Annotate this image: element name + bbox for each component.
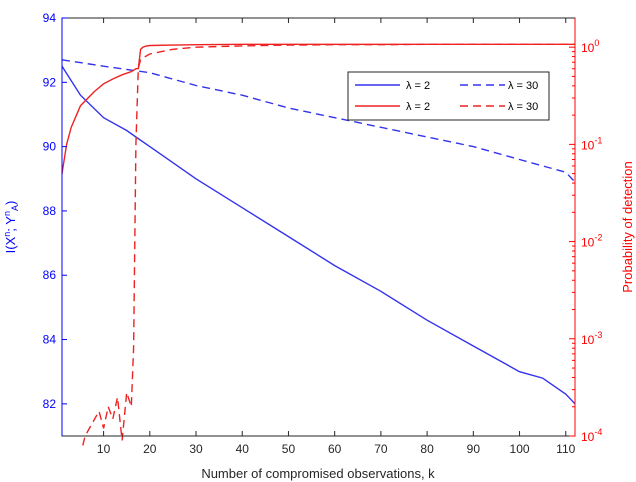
x-tick-label: 80 <box>420 442 434 456</box>
left-y-tick-label: 88 <box>42 203 56 218</box>
x-tick-label: 20 <box>143 442 157 456</box>
right-y-axis-label: Probability of detection <box>620 161 635 293</box>
left-y-tick-label: 84 <box>42 332 56 347</box>
legend-label-red-dashed: λ = 30 <box>508 101 539 113</box>
x-tick-label: 10 <box>96 442 111 456</box>
left-y-tick-label: 94 <box>42 11 56 25</box>
right-y-tick-label: $10^{-4}$ <box>581 427 603 444</box>
right-y-tick-label: $10^{-2}$ <box>581 232 603 250</box>
left-y-tick-label: 82 <box>42 396 56 411</box>
legend-label-blue-dashed: λ = 30 <box>508 80 539 92</box>
x-tick-label: 110 <box>556 442 576 456</box>
right-y-tick-label: $10^{-1}$ <box>581 135 603 153</box>
legend-label-blue-solid: λ = 2 <box>406 80 431 92</box>
right-y-tick-label: $10^0$ <box>581 38 600 56</box>
x-tick-label: 50 <box>281 442 296 456</box>
left-y-tick-label: 86 <box>42 268 56 283</box>
left-y-tick-label: 90 <box>42 139 56 154</box>
legend-label-red-solid: λ = 2 <box>406 101 431 113</box>
x-axis-label: Number of compromised observations, k <box>201 466 435 481</box>
left-y-tick-label: 92 <box>42 75 56 90</box>
x-tick-label: 90 <box>466 442 481 456</box>
x-tick-label: 40 <box>235 442 249 456</box>
x-tick-label: 70 <box>374 442 388 456</box>
right-y-tick-label: $10^{-3}$ <box>581 329 603 347</box>
x-tick-label: 30 <box>189 442 203 456</box>
left-y-axis-label: $I(X^n$; $Y^n_A$) <box>2 200 20 254</box>
x-tick-label: 60 <box>327 442 342 456</box>
x-tick-label: 100 <box>509 442 530 456</box>
legend <box>348 72 549 120</box>
